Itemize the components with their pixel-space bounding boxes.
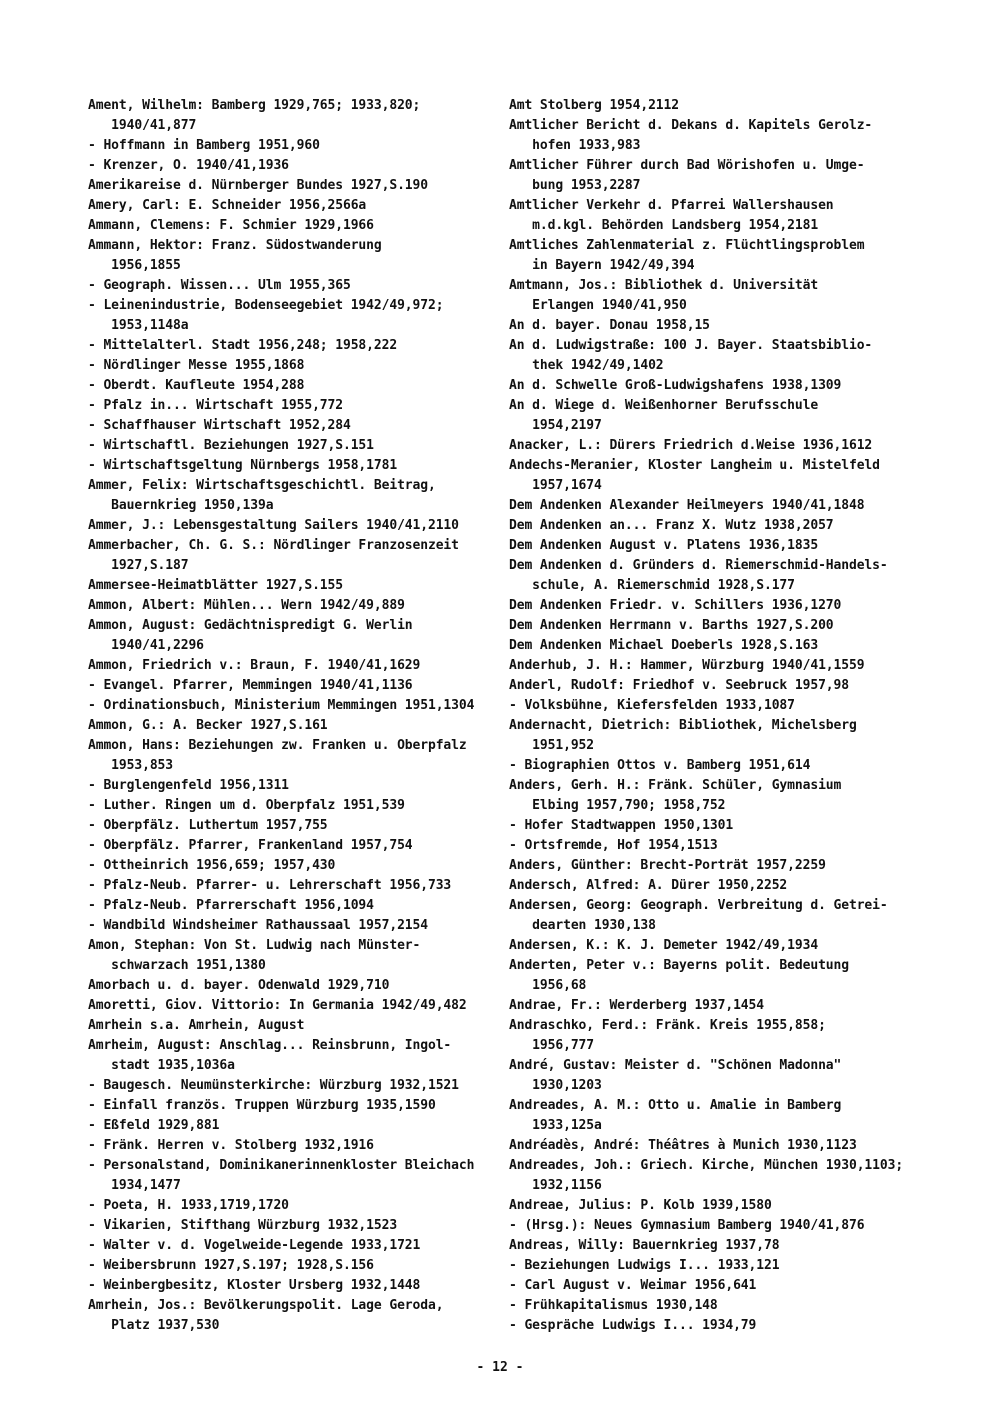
- index-entry-line: Amrhein s.a. Amrhein, August: [88, 1018, 305, 1033]
- index-entry-line: - Pfalz-Neub. Pfarrer- u. Lehrerschaft 1956,733: [88, 878, 452, 893]
- index-entry-line: - Krenzer, O. 1940/41,1936: [88, 158, 289, 173]
- index-entry-line: - Oberdt. Kaufleute 1954,288: [88, 378, 305, 393]
- index-entry-line: - Pfalz-Neub. Pfarrerschaft 1956,1094: [88, 898, 374, 913]
- index-entry-line: Ammon, Albert: Mühlen... Wern 1942/49,889: [88, 598, 405, 613]
- index-column-left: [88, 96, 488, 1336]
- index-entry-line: Amtliches Zahlenmaterial z. Flüchtlingsproblem: [509, 238, 865, 253]
- index-entry-line: 1940/41,877: [88, 118, 197, 133]
- index-entry-line: - Gespräche Ludwigs I... 1934,79: [509, 1318, 757, 1333]
- index-entry-line: Ammon, Hans: Beziehungen zw. Franken u. Oberpfalz: [88, 738, 467, 753]
- index-entry-line: An d. Schwelle Groß-Ludwigshafens 1938,1309: [509, 378, 842, 393]
- index-entry-line: hofen 1933,983: [509, 138, 641, 153]
- index-entry-line: Andréadès, André: Théâtres à Munich 1930,1123: [509, 1138, 857, 1153]
- index-entry-line: - Oberpfälz. Pfarrer, Frankenland 1957,754: [88, 838, 413, 853]
- index-entry-line: 1957,1674: [509, 478, 602, 493]
- index-entry-line: - Biographien Ottos v. Bamberg 1951,614: [509, 758, 811, 773]
- index-entry-line: - Luther. Ringen um d. Oberpfalz 1951,539: [88, 798, 405, 813]
- page-number: - 12 -: [476, 1360, 524, 1375]
- index-entry-line: - Schaffhauser Wirtschaft 1952,284: [88, 418, 351, 433]
- index-entry-line: - Leinenindustrie, Bodenseegebiet 1942/49,972;: [88, 298, 444, 313]
- index-entry-line: stadt 1935,1036a: [88, 1058, 235, 1073]
- index-entry-line: Andreas, Willy: Bauernkrieg 1937,78: [509, 1238, 780, 1253]
- index-entry-line: Anderl, Rudolf: Friedhof v. Seebruck 1957,98: [509, 678, 849, 693]
- index-entry-line: - Burglengenfeld 1956,1311: [88, 778, 289, 793]
- index-entry-line: Ament, Wilhelm: Bamberg 1929,765; 1933,820;: [88, 98, 421, 113]
- index-entry-line: 1934,1477: [88, 1178, 181, 1193]
- index-entry-line: - Volksbühne, Kiefersfelden 1933,1087: [509, 698, 795, 713]
- index-entry-line: Anders, Günther: Brecht-Porträt 1957,2259: [509, 858, 826, 873]
- index-entry-line: - (Hrsg.): Neues Gymnasium Bamberg 1940/41,876: [509, 1218, 865, 1233]
- index-entry-line: 1940/41,2296: [88, 638, 204, 653]
- index-column-right: [509, 96, 909, 1336]
- index-entry-line: 1927,S.187: [88, 558, 189, 573]
- index-entry-line: Dem Andenken an... Franz X. Wutz 1938,2057: [509, 518, 834, 533]
- index-entry-line: Anacker, L.: Dürers Friedrich d.Weise 1936,1612: [509, 438, 873, 453]
- index-entry-line: 1951,952: [509, 738, 594, 753]
- index-entry-line: An d. Ludwigstraße: 100 J. Bayer. Staatsbiblio-: [509, 338, 873, 353]
- index-entry-line: schwarzach 1951,1380: [88, 958, 266, 973]
- index-entry-line: - Mittelalterl. Stadt 1956,248; 1958,222: [88, 338, 398, 353]
- index-entry-line: Amon, Stephan: Von St. Ludwig nach Münster-: [88, 938, 421, 953]
- index-entry-line: Amt Stolberg 1954,2112: [509, 98, 679, 113]
- index-entry-line: Ammann, Hektor: Franz. Südostwanderung: [88, 238, 382, 253]
- index-entry-line: - Hofer Stadtwappen 1950,1301: [509, 818, 734, 833]
- index-entry-line: Dem Andenken Friedr. v. Schillers 1936,1270: [509, 598, 842, 613]
- index-entry-line: - Wandbild Windsheimer Rathaussaal 1957,2154: [88, 918, 428, 933]
- index-entry-line: - Frühkapitalismus 1930,148: [509, 1298, 718, 1313]
- index-entry-line: Dem Andenken Michael Doeberls 1928,S.163: [509, 638, 819, 653]
- index-entry-line: Amtlicher Verkehr d. Pfarrei Wallershausen: [509, 198, 834, 213]
- index-entry-line: - Walter v. d. Vogelweide-Legende 1933,1721: [88, 1238, 421, 1253]
- index-entry-line: - Eßfeld 1929,881: [88, 1118, 220, 1133]
- index-entry-line: - Geograph. Wissen... Ulm 1955,365: [88, 278, 351, 293]
- index-entry-line: Andraschko, Ferd.: Fränk. Kreis 1955,858;: [509, 1018, 826, 1033]
- index-entry-line: André, Gustav: Meister d. "Schönen Madonna": [509, 1058, 842, 1073]
- index-entry-line: 1932,1156: [509, 1178, 602, 1193]
- index-entry-line: 1956,777: [509, 1038, 594, 1053]
- index-entry-line: Andersen, K.: K. J. Demeter 1942/49,1934: [509, 938, 819, 953]
- index-entry-line: - Wirtschaftl. Beziehungen 1927,S.151: [88, 438, 374, 453]
- index-entry-line: Anderten, Peter v.: Bayerns polit. Bedeutung: [509, 958, 849, 973]
- index-entry-line: 1953,1148a: [88, 318, 189, 333]
- index-entry-line: Dem Andenken Alexander Heilmeyers 1940/41,1848: [509, 498, 865, 513]
- index-entry-line: Ammon, G.: A. Becker 1927,S.161: [88, 718, 328, 733]
- index-entry-line: Ammer, J.: Lebensgestaltung Sailers 1940/41,2110: [88, 518, 459, 533]
- index-entry-line: Amtlicher Bericht d. Dekans d. Kapitels Gerolz-: [509, 118, 873, 133]
- index-entry-line: Amery, Carl: E. Schneider 1956,2566a: [88, 198, 367, 213]
- index-entry-line: Dem Andenken Herrmann v. Barths 1927,S.200: [509, 618, 834, 633]
- index-entry-line: 1956,68: [509, 978, 587, 993]
- index-entry-line: - Hoffmann in Bamberg 1951,960: [88, 138, 320, 153]
- index-entry-line: Amrhein, Jos.: Bevölkerungspolit. Lage Geroda,: [88, 1298, 444, 1313]
- index-entry-line: Ammon, Friedrich v.: Braun, F. 1940/41,1629: [88, 658, 421, 673]
- index-entry-line: 1956,1855: [88, 258, 181, 273]
- index-entry-line: Bauernkrieg 1950,139a: [88, 498, 274, 513]
- index-entry-line: Ammersee-Heimatblätter 1927,S.155: [88, 578, 343, 593]
- index-entry-line: An d. Wiege d. Weißenhorner Berufsschule: [509, 398, 819, 413]
- index-entry-line: schule, A. Riemerschmid 1928,S.177: [509, 578, 795, 593]
- index-entry-line: Andernacht, Dietrich: Bibliothek, Michelsberg: [509, 718, 857, 733]
- index-entry-line: Amorbach u. d. bayer. Odenwald 1929,710: [88, 978, 390, 993]
- index-entry-line: Ammann, Clemens: F. Schmier 1929,1966: [88, 218, 374, 233]
- index-entry-line: Andrae, Fr.: Werderberg 1937,1454: [509, 998, 764, 1013]
- index-entry-line: in Bayern 1942/49,394: [509, 258, 695, 273]
- index-entry-line: Ammon, August: Gedächtnispredigt G. Werlin: [88, 618, 413, 633]
- index-entry-line: - Beziehungen Ludwigs I... 1933,121: [509, 1258, 780, 1273]
- index-entry-line: - Ortsfremde, Hof 1954,1513: [509, 838, 718, 853]
- index-entry-line: - Weibersbrunn 1927,S.197; 1928,S.156: [88, 1258, 374, 1273]
- index-entry-line: An d. bayer. Donau 1958,15: [509, 318, 710, 333]
- index-entry-line: Ammer, Felix: Wirtschaftsgeschichtl. Beitrag,: [88, 478, 436, 493]
- index-entry-line: - Personalstand, Dominikanerinnenkloster Bleichach: [88, 1158, 475, 1173]
- index-entry-line: Amtmann, Jos.: Bibliothek d. Universität: [509, 278, 819, 293]
- index-entry-line: Andreae, Julius: P. Kolb 1939,1580: [509, 1198, 772, 1213]
- index-entry-line: Anderhub, J. H.: Hammer, Würzburg 1940/41,1559: [509, 658, 865, 673]
- index-entry-line: 1954,2197: [509, 418, 602, 433]
- index-entry-line: - Baugesch. Neumünsterkirche: Würzburg 1932,1521: [88, 1078, 459, 1093]
- index-entry-line: - Weinbergbesitz, Kloster Ursberg 1932,1448: [88, 1278, 421, 1293]
- index-entry-line: thek 1942/49,1402: [509, 358, 664, 373]
- index-entry-line: - Ottheinrich 1956,659; 1957,430: [88, 858, 336, 873]
- index-entry-line: 1953,853: [88, 758, 173, 773]
- index-entry-line: m.d.kgl. Behörden Landsberg 1954,2181: [509, 218, 819, 233]
- index-entry-line: Amtlicher Führer durch Bad Wörishofen u. Umge-: [509, 158, 865, 173]
- index-entry-line: - Wirtschaftsgeltung Nürnbergs 1958,1781: [88, 458, 398, 473]
- index-entry-line: Amrheim, August: Anschlag... Reinsbrunn, Ingol-: [88, 1038, 452, 1053]
- index-entry-line: - Einfall französ. Truppen Würzburg 1935,1590: [88, 1098, 436, 1113]
- index-entry-line: Dem Andenken August v. Platens 1936,1835: [509, 538, 819, 553]
- index-entry-line: bung 1953,2287: [509, 178, 641, 193]
- index-entry-line: Erlangen 1940/41,950: [509, 298, 687, 313]
- index-entry-line: Ammerbacher, Ch. G. S.: Nördlinger Franzosenzeit: [88, 538, 459, 553]
- index-entry-line: - Vikarien, Stifthang Würzburg 1932,1523: [88, 1218, 398, 1233]
- index-entry-line: Amoretti, Giov. Vittorio: In Germania 1942/49,482: [88, 998, 467, 1013]
- index-entry-line: - Pfalz in... Wirtschaft 1955,772: [88, 398, 343, 413]
- index-entry-line: - Nördlinger Messe 1955,1868: [88, 358, 305, 373]
- index-entry-line: Dem Andenken d. Gründers d. Riemerschmid-Handels-: [509, 558, 888, 573]
- index-entry-line: - Fränk. Herren v. Stolberg 1932,1916: [88, 1138, 374, 1153]
- index-entry-line: Platz 1937,530: [88, 1318, 220, 1333]
- index-entry-line: dearten 1930,138: [509, 918, 656, 933]
- index-entry-line: Andreades, A. M.: Otto u. Amalie in Bamberg: [509, 1098, 842, 1113]
- index-entry-line: Andechs-Meranier, Kloster Langheim u. Mistelfeld: [509, 458, 880, 473]
- index-entry-line: Amerikareise d. Nürnberger Bundes 1927,S.190: [88, 178, 428, 193]
- index-entry-line: Anders, Gerh. H.: Fränk. Schüler, Gymnasium: [509, 778, 842, 793]
- index-entry-line: 1930,1203: [509, 1078, 602, 1093]
- index-entry-line: - Poeta, H. 1933,1719,1720: [88, 1198, 289, 1213]
- index-entry-line: 1933,125a: [509, 1118, 602, 1133]
- index-entry-line: Elbing 1957,790; 1958,752: [509, 798, 726, 813]
- index-entry-line: - Oberpfälz. Luthertum 1957,755: [88, 818, 328, 833]
- index-entry-line: - Carl August v. Weimar 1956,641: [509, 1278, 757, 1293]
- index-entry-line: - Ordinationsbuch, Ministerium Memmingen 1951,1304: [88, 698, 475, 713]
- index-entry-line: Andersch, Alfred: A. Dürer 1950,2252: [509, 878, 788, 893]
- index-entry-line: - Evangel. Pfarrer, Memmingen 1940/41,1136: [88, 678, 413, 693]
- index-entry-line: Andreades, Joh.: Griech. Kirche, München 1930,1103;: [509, 1158, 904, 1173]
- index-entry-line: Andersen, Georg: Geograph. Verbreitung d. Getrei-: [509, 898, 888, 913]
